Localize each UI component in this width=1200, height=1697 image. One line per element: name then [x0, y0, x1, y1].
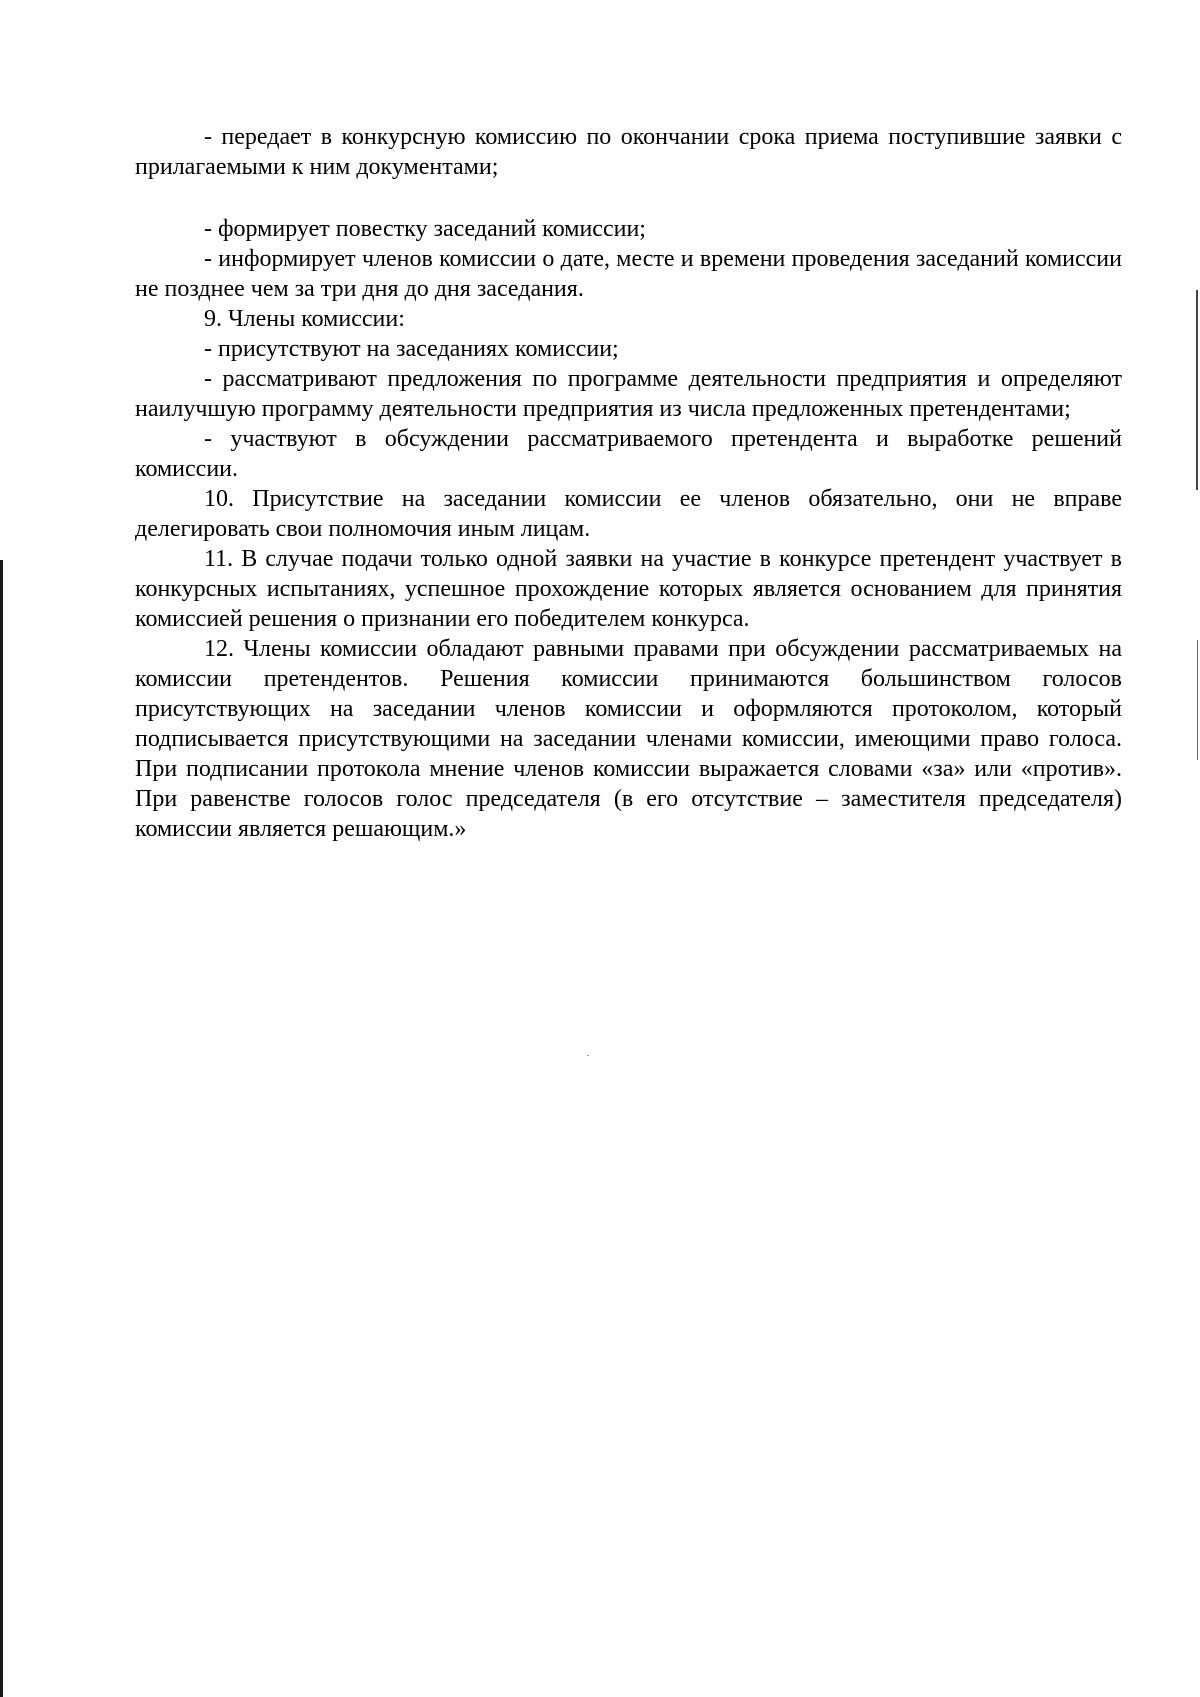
paragraph-item-11: 11. В случае подачи только одной заявки на участие в конкурсе претендент участвует в конкурсных испытаниях, успешное прохождение которых является основанием для принятия комиссией решения о признании его победителем конкурса. — [135, 546, 1122, 632]
scan-edge-right-lower — [1197, 640, 1198, 760]
paragraph-gap — [135, 182, 1122, 214]
paragraph-review-proposals: - рассматривают предложения по программе деятельности предприятия и определяют наилучшую программу деятельности предприятия из числа предложенных претендентами; — [135, 366, 1122, 422]
paragraph-agenda: - формирует повестку заседаний комиссии; — [204, 216, 646, 242]
paragraph-participate: - участвуют в обсуждении рассматриваемого претендента и выработке решений комиссии. — [135, 426, 1122, 482]
scan-speck — [587, 1055, 589, 1056]
scan-edge-left — [0, 560, 3, 1697]
scan-edge-right — [1196, 290, 1198, 490]
paragraph-item-9: 9. Члены комиссии: — [204, 306, 405, 332]
paragraph-item-10: 10. Присутствие на заседании комиссии ее членов обязательно, они не вправе делегировать свои полномочия иным лицам. — [135, 486, 1122, 542]
paragraph-transfer-applications: - передает в конкурсную комиссию по окончании срока приема поступившие заявки с прилагаемыми к ним документами; — [135, 124, 1122, 180]
paragraph-attend: - присутствуют на заседаниях комиссии; — [204, 336, 619, 362]
paragraph-item-12: 12. Члены комиссии обладают равными правами при обсуждении рассматриваемых на комиссии претендентов. Решения комиссии принимаются большинством голосов присутствующих на заседании членов комиссии и оформляются протоколом, который подписывается присутствующими на заседании членами комиссии, имеющими право голоса. При подписании протокола мнение членов комиссии выражается словами «за» или «против». При равенстве голосов голос председателя (в его отсутствие – заместителя председателя) комиссии является решающим.» — [135, 636, 1122, 842]
document-body — [135, 122, 1122, 844]
paragraph-inform-members: - информирует членов комиссии о дате, месте и времени проведения заседаний комиссии не позднее чем за три дня до дня заседания. — [135, 246, 1122, 302]
